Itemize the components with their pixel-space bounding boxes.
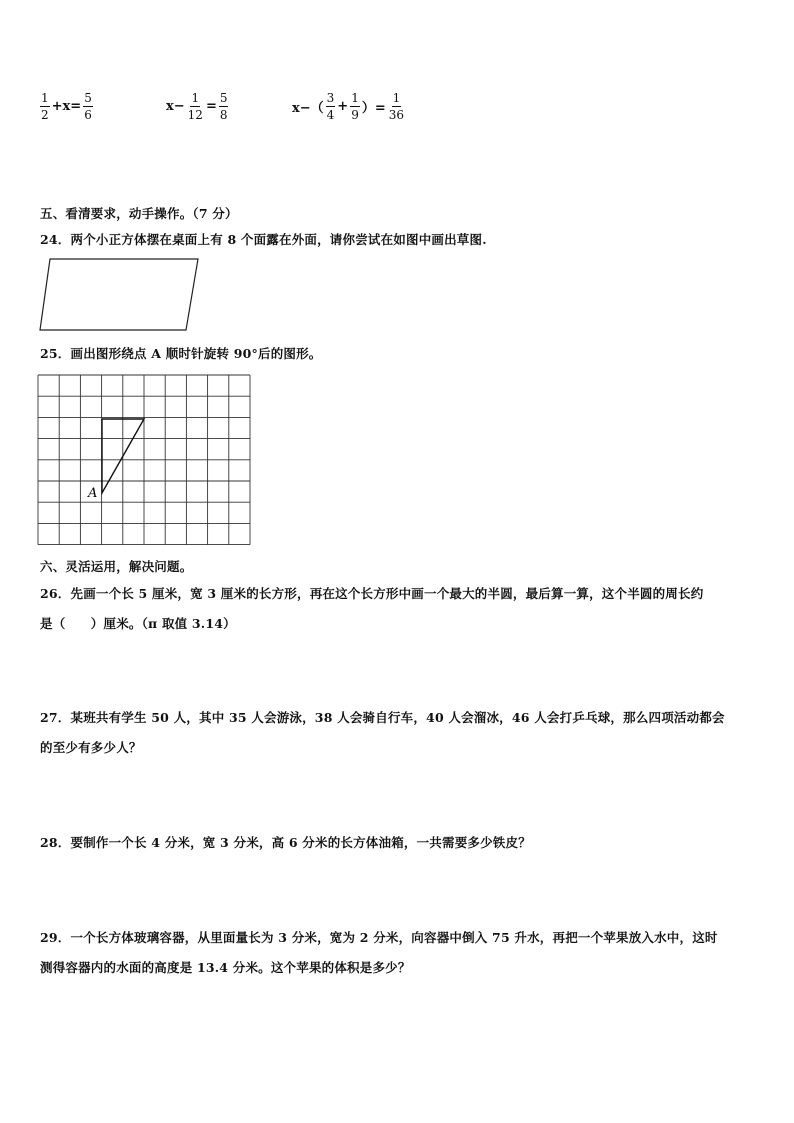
question-29-line2: 测得容器内的水面的高度是 13.4 分米。这个苹果的体积是多少？ bbox=[40, 960, 411, 975]
question-25: 25．画出图形绕点 A 顺时针旋转 90°后的图形。 bbox=[40, 346, 322, 361]
equation-lead: x−（ bbox=[292, 101, 324, 116]
question-27-line2: 的至少有多少人？ bbox=[40, 740, 142, 755]
point-a-label: A bbox=[88, 486, 98, 501]
fraction: $\frac{1}{2}$ bbox=[41, 91, 49, 122]
grid-figure bbox=[36, 373, 256, 549]
fraction: $\frac{5}{6}$ bbox=[84, 91, 92, 122]
fraction: $\frac{1}{9}$ bbox=[351, 91, 359, 122]
section-5-title: 五、看清要求，动手操作。（7 分） bbox=[40, 206, 238, 221]
equation-operator: ）= bbox=[361, 101, 386, 116]
equation-1 bbox=[40, 92, 93, 121]
question-27-line1: 27．某班共有学生 50 人，其中 35 人会游泳，38 人会骑自行车，40 人会溜冰，46 人会打乒乓球，那么四项活动都会 bbox=[40, 710, 725, 725]
equation-3 bbox=[290, 92, 405, 121]
section-6-title: 六、灵活运用，解决问题。 bbox=[40, 559, 193, 574]
question-26-line2: 是（ ）厘米。（π 取值 3.14） bbox=[40, 616, 236, 631]
equation-operator: +x= bbox=[51, 99, 82, 114]
equation-2 bbox=[164, 92, 228, 121]
grid-lines bbox=[38, 375, 250, 545]
equation-lead: x− bbox=[166, 99, 185, 114]
question-29-line1: 29．一个长方体玻璃容器，从里面量长为 3 分米，宽为 2 分米，向容器中倒入 75 升水，再把一个苹果放入水中，这时 bbox=[40, 930, 718, 945]
equation-operator: + bbox=[337, 99, 349, 114]
parallelogram bbox=[40, 259, 198, 330]
question-24: 24．两个小正方体摆在桌面上有 8 个面露在外面，请你尝试在如图中画出草图. bbox=[40, 232, 487, 247]
question-26-line1: 26．先画一个长 5 厘米，宽 3 厘米的长方形，再在这个长方形中画一个最大的半圆，最后算一算，这个半圆的周长约 bbox=[40, 586, 704, 601]
fraction: $\frac{1}{36}$ bbox=[388, 91, 405, 122]
equation-operator: = bbox=[205, 99, 217, 114]
parallelogram-figure bbox=[38, 257, 202, 333]
fraction: $\frac{5}{8}$ bbox=[219, 91, 228, 122]
fraction: $\frac{1}{12}$ bbox=[187, 91, 203, 122]
fraction: $\frac{3}{4}$ bbox=[326, 91, 335, 122]
question-28: 28．要制作一个长 4 分米，宽 3 分米，高 6 分米的长方体油箱，一共需要多少铁皮？ bbox=[40, 835, 531, 850]
